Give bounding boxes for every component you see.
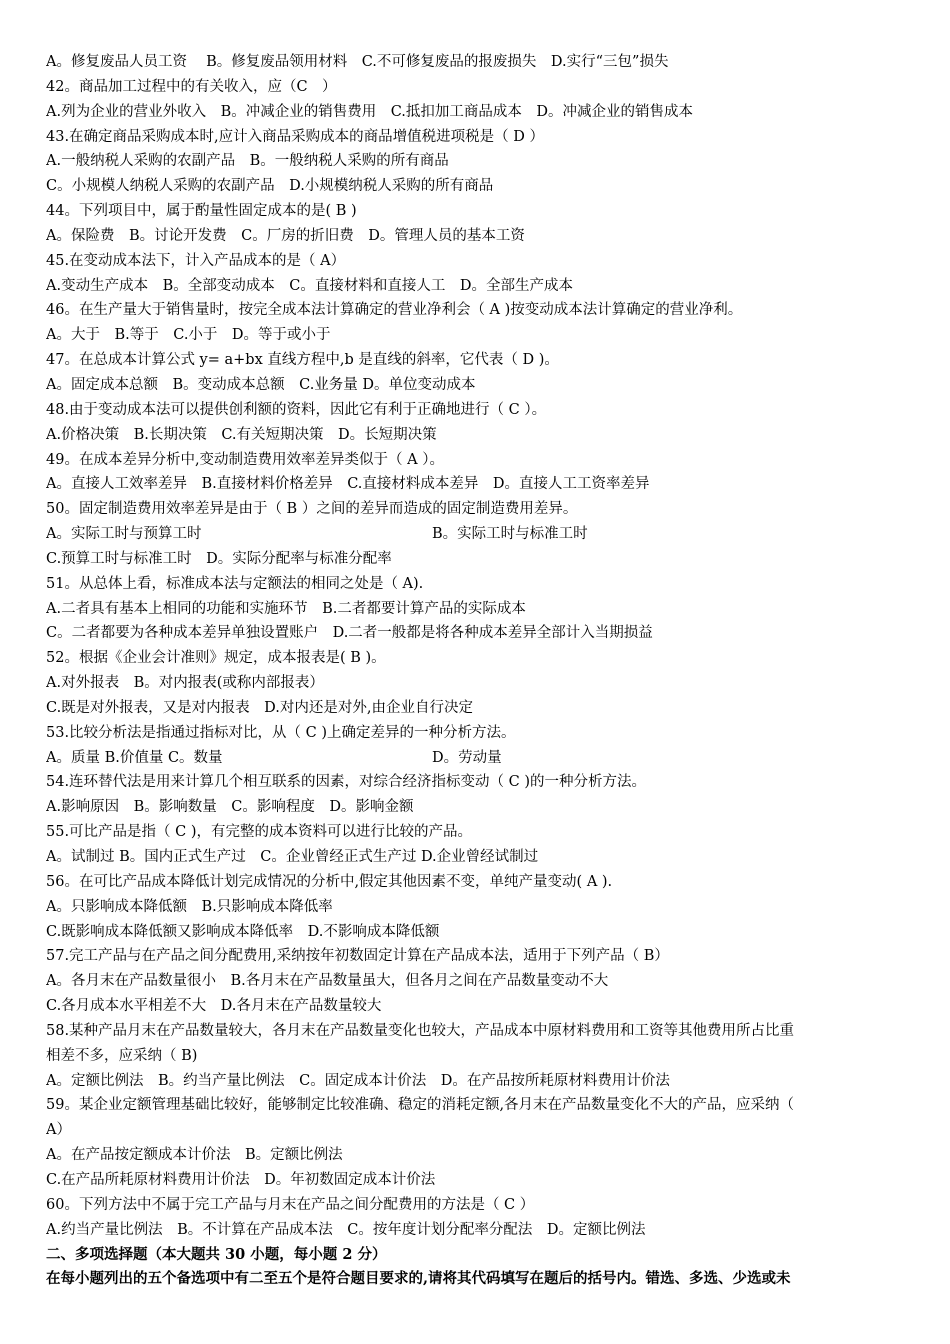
text-line (46, 348, 916, 373)
text-line (46, 845, 916, 870)
line-text: 57.完工产品与在产品之间分配费用,采纳按年初数固定计算在产品成本法，适用于下列产品（ B） (46, 948, 669, 965)
line-text: 43.在确定商品采购成本时,应计入商品采购成本的商品增值税进项税是（ D ） (46, 128, 545, 145)
text-line (46, 522, 916, 547)
text-line (46, 249, 916, 274)
text-line (46, 1044, 916, 1069)
line-text-second-option: D。劳动量 (432, 749, 502, 766)
line-text-second-option: B。实际工时与标准工时 (432, 526, 588, 543)
line-text: C。小规模人纳税人采购的农副产品 D.小规模纳税人采购的所有商品 (46, 178, 494, 195)
text-line (46, 1193, 916, 1218)
text-line (46, 547, 916, 572)
text-line (46, 944, 916, 969)
text-line (46, 795, 916, 820)
line-text: 44。下列项目中，属于酌量性固定成本的是( B ) (46, 203, 357, 220)
line-text: 52。根据《企业会计准则》规定，成本报表是( B )。 (46, 650, 386, 667)
text-line (46, 820, 916, 845)
line-text: A。试制过 B。国内正式生产过 C。企业曾经正式生产过 D.企业曾经试制过 (46, 849, 539, 865)
text-line (46, 298, 916, 323)
text-line (46, 1069, 916, 1094)
section-heading-line (46, 1243, 916, 1268)
line-text: A。修复废品人员工资 B。修复废品领用材料 C.不可修复废品的报废损失 D.实行“三包”损失 (46, 54, 669, 70)
line-text: 50。固定制造费用效率差异是由于（ B ）之间的差异而造成的固定制造费用差异。 (46, 501, 578, 518)
line-text: A.一般纳税人采购的农副产品 B。一般纳税人采购的所有商品 (46, 153, 449, 170)
text-line (46, 472, 916, 497)
line-text: 49。在成本差异分析中,变动制造费用效率差异类似于（ A ）。 (46, 451, 444, 468)
text-line (46, 1218, 916, 1243)
text-line (46, 770, 916, 795)
text-line (46, 1118, 916, 1143)
line-text: C.预算工时与标准工时 D。实际分配率与标准分配率 (46, 550, 392, 567)
text-line (46, 646, 916, 671)
text-line (46, 1168, 916, 1193)
line-text: A。只影响成本降低额 B.只影响成本降低率 (46, 898, 333, 915)
line-text: C.在产品所耗原材料费用计价法 D。年初数固定成本计价法 (46, 1171, 436, 1188)
text-line (46, 671, 916, 696)
text-line (46, 994, 916, 1019)
text-line (46, 696, 916, 721)
text-line (46, 125, 916, 150)
line-text: 56。在可比产品成本降低计划完成情况的分析中,假定其他因素不变，单纯产量变动( A ). (46, 873, 613, 890)
line-text: 59。某企业定额管理基础比较好，能够制定比较准确、稳定的消耗定额,各月末在产品数量变化不大的产品，应采纳（ (46, 1097, 795, 1114)
line-text: 53.比较分析法是指通过指标对比，从（ C )上确定差异的一种分析方法。 (46, 724, 516, 741)
line-text: A） (46, 1122, 71, 1139)
line-text: A.变动生产成本 B。全部变动成本 C。直接材料和直接人工 D。全部生产成本 (46, 277, 573, 294)
line-text: 51。从总体上看，标准成本法与定额法的相同之处是（ A). (46, 575, 424, 592)
text-line (46, 75, 916, 100)
line-text: 42。商品加工过程中的有关收入，应（C ） (46, 78, 337, 95)
text-line (46, 149, 916, 174)
line-text: A。在产品按定额成本计价法 B。定额比例法 (46, 1147, 343, 1164)
text-line (46, 721, 916, 746)
line-text: A。定额比例法 B。约当产量比例法 C。固定成本计价法 D。在产品按所耗原材料费用计价法 (46, 1072, 670, 1089)
text-line (46, 621, 916, 646)
text-line (46, 423, 916, 448)
line-text: 在每小题列出的五个备选项中有二至五个是符合题目要求的,请将其代码填写在题后的括号内。错选、多选、少选或未 (46, 1270, 791, 1288)
text-line (46, 373, 916, 398)
line-text: 48.由于变动成本法可以提供创利额的资料，因此它有利于正确地进行（ C ）。 (46, 401, 547, 418)
section-heading-line (46, 1267, 916, 1292)
text-line (46, 969, 916, 994)
line-text: A。固定成本总额 B。变动成本总额 C.业务量 D。单位变动成本 (46, 376, 476, 393)
line-text: C.各月成本水平相差不大 D.各月末在产品数量较大 (46, 998, 382, 1015)
line-text: 54.连环替代法是用来计算几个相互联系的因素，对综合经济指标变动（ C )的一种分析方法。 (46, 774, 647, 791)
text-line (46, 1143, 916, 1168)
line-text: A。各月末在产品数量很小 B.各月末在产品数量虽大，但各月之间在产品数量变动不大 (46, 973, 609, 990)
line-text: A。实际工时与预算工时 (46, 526, 202, 543)
text-line (46, 1093, 916, 1118)
text-line (46, 174, 916, 199)
line-text: A。保险费 B。讨论开发费 C。厂房的折旧费 D。管理人员的基本工资 (46, 227, 525, 244)
line-text: A。质量 B.价值量 C。数量 (46, 749, 223, 766)
text-line (46, 597, 916, 622)
line-text: A.约当产量比例法 B。不计算在产品成本法 C。按年度计划分配率分配法 D。定额比例法 (46, 1221, 646, 1238)
line-text: A.对外报表 B。对内报表(或称内部报表） (46, 675, 324, 692)
text-line (46, 199, 916, 224)
line-text: 45.在变动成本法下，计入产品成本的是（ A） (46, 252, 346, 269)
document-page (46, 50, 916, 1292)
line-text: 47。在总成本计算公式 y= a+bx 直线方程中,b 是直线的斜率，它代表（ D )。 (46, 352, 559, 369)
line-text: A。直接人工效率差异 B.直接材料价格差异 C.直接材料成本差异 D。直接人工工资率差异 (46, 476, 650, 493)
text-line (46, 448, 916, 473)
text-line (46, 1019, 916, 1044)
line-text: 二、多项选择题（本大题共 30 小题，每小题 2 分） (46, 1245, 387, 1263)
text-line (46, 224, 916, 249)
text-line (46, 100, 916, 125)
text-line (46, 870, 916, 895)
text-line (46, 274, 916, 299)
line-text: C。二者都要为各种成本差异单独设置账户 D.二者一般都是将各种成本差异全部计入当期损益 (46, 625, 653, 642)
line-text: C.既是对外报表，又是对内报表 D.对内还是对外,由企业自行决定 (46, 699, 474, 716)
line-text: A.影响原因 B。影响数量 C。影响程度 D。影响金额 (46, 799, 414, 816)
line-text: 60。下列方法中不属于完工产品与月末在产品之间分配费用的方法是（ C ） (46, 1196, 535, 1213)
line-text: C.既影响成本降低额又影响成本降低率 D.不影响成本降低额 (46, 923, 440, 940)
line-text: A。大于 B.等于 C.小于 D。等于或小于 (46, 327, 331, 344)
text-line (46, 50, 916, 75)
text-line (46, 398, 916, 423)
text-line (46, 497, 916, 522)
line-text: A.二者具有基本上相同的功能和实施环节 B.二者都要计算产品的实际成本 (46, 600, 526, 617)
line-text: 相差不多，应采纳（ B) (46, 1047, 198, 1064)
line-text: 55.可比产品是指（ C )，有完整的成本资料可以进行比较的产品。 (46, 824, 473, 841)
line-text: A.价格决策 B.长期决策 C.有关短期决策 D。长短期决策 (46, 426, 437, 443)
text-line (46, 572, 916, 597)
text-line (46, 895, 916, 920)
text-line (46, 746, 916, 771)
line-text: 46。在生产量大于销售量时，按完全成本法计算确定的营业净利会（ A )按变动成本法计算确定的营业净利。 (46, 302, 743, 319)
text-line (46, 920, 916, 945)
line-text: A.列为企业的营业外收入 B。冲减企业的销售费用 C.抵扣加工商品成本 D。冲减企业的销售成本 (46, 103, 694, 120)
line-text: 58.某种产品月末在产品数量较大，各月末在产品数量变化也较大，产品成本中原材料费用和工资等其他费用所占比重 (46, 1022, 795, 1039)
text-line (46, 323, 916, 348)
